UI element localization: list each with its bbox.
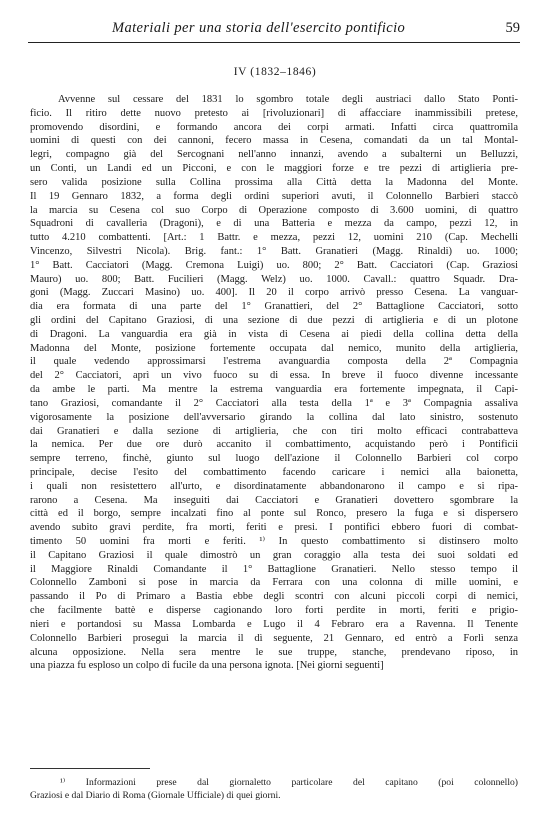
body-line: 1° Batt. Cacciatori (Magg. Cremona Luigi) uo. 800; 2° Batt. Cacciatori (Cap. Graziosi [30,259,518,271]
body-line: Vincenzo, Silvestri Nicola). Brig. fant.: 1° Batt. Granatieri (Magg. Rinaldi) uo. 1000; [30,245,518,257]
body-line: tutto 4.210 combattenti. [Art.: 1 Battr. e mezza, pezzi 12, uomini 210 (Cap. Mechelli [30,232,518,244]
body-line: la marcia su Cesena col suo Corpo di Operazione composto di 3.600 uomini, di quattro [30,204,518,216]
body-line: Il 19 Gennaro 1832, a forma degli ordini superiori avuti, il Colonnello Barbieri staccò [30,190,518,202]
body-line: Mauro) uo. 800; Batt. Fucilieri (Magg. Welz) uo. 1000. Cavall.: quattro Squadr. Dra- [30,273,518,285]
body-line: Colonnello Barbieri proseguì la marcia il dì seguente, 21 Gennaro, ed entrò a Forlì senza [30,632,518,644]
body-line: principale, decise l'esito del combattimento facendo caricare i nemici alla baionetta, [30,466,518,478]
body-line: ficio. Il ritiro dette nuovo pretesto ai [rivoluzionari] di affacciare inammissibili pretese, [30,107,518,119]
footnote-line: Graziosi e dal Diario di Roma (Giornale Ufficiale) di quei giorni. [30,790,281,801]
body-line: sempre terreno, finchè, giunto sul luogo dell'azione il Colonnello Barbieri col corpo [30,453,518,465]
body-line: dai Granatieri e dalla sezione di artiglieria, che con tiri molto efficaci contrabatteva [30,425,518,437]
body-line: una piazza fu esploso un colpo di fucile da una persona ignota. [Nei giorni seguenti] [30,660,384,672]
body-line: da ambe le parti. Ma mentre la estrema vanguardia era fortemente impegnata, il Capi- [30,384,518,396]
body-line: il quale vedendo approssimarsi l'estrema avanguardia composta della 2ª Compagnia [30,356,518,368]
body-line: tano Graziosi, comandante il 2° Cacciatori alla testa della 1ª e 3ª Compagnia assaliva [30,397,518,409]
body-line: del 2° Cacciatori, aprì un vivo fuoco su di essa. In breve il fuoco divenne incessante [30,370,518,382]
body-line: legri, compagno già del Sercognani nell'anno innanzi, avendo a subalterni un Belluzzi, [30,149,518,161]
body-line: un Conti, un Landi ed un Picconi, e con le maggiori forze e tre pezzi di artiglieria pre- [30,163,518,175]
body-line: gli ordini del Capitano Graziosi, di una sezione di due pezzi di artiglieria e di un plotone [30,315,518,326]
body-text [30,93,518,673]
body-line: goni (Magg. Zuccari Masino) uo. 400]. Il 20 il corpo arrivò presso Cesena. La vanguar- [30,287,518,299]
body-line: che facilmente battè e disperse cagionando loro forti perdite in morti, feriti e prigio- [30,605,518,617]
footnote-rule [30,768,150,769]
running-title: Materiali per una storia dell'esercito pontificio [112,20,406,36]
body-line: uomini di questi con dei cannoni, fecero massa in Cesena, comandati da un tal Montal- [30,135,518,147]
section-title: IV (1832–1846) [233,66,317,78]
header-rule [28,42,520,43]
body-line: Squadroni di cavalleria (Dragoni), e di una Batteria e mezza da campo, pezzi 12, in [30,218,518,230]
body-line: il Maggiore Rinaldi Comandante il 1° Battaglione Granatieri. Nello stesso tempo il [30,563,518,575]
body-line: dia era formata di una parte del 1° Granattieri, del 2° Battaglione Cacciatori, sotto [30,301,518,313]
footnote-line: ¹⁾ Informazioni prese dal giornaletto particolare del capitano (poi colonnello) [60,777,518,788]
body-line: di Dragoni. La vanguardia era già in vista di Cesena ai piedi della collina detta della [30,328,518,340]
body-line: passando il Po di Primaro a Bastia ebbe degli scontri con alcuni piccoli corpi di nemici, [30,591,518,603]
body-line: alcuna opposizione. Nella sera mentre le sue truppe, stanche, prendevano riposo, in [30,646,518,658]
running-header [28,18,520,40]
body-line: città ed il borgo, sempre incalzati fino al ponte sul Ronco, presero la fuga e si dispersero [30,508,518,520]
body-line: la nemica. Per due ore durò accanito il combattimento, acquistando però i Pontificii [30,439,518,451]
body-line: vigorosamente la posizione dell'avversario girando la collina dal lato sinistro, sostenuto [30,411,518,423]
body-line: il Capitano Graziosi il quale dimostrò un gran coraggio alla testa dei suoi soldati ed [30,549,518,561]
body-line: avendo subito gravi perdite, fra morti, feriti e presi. I pontifici ebbero fuori di combat- [30,522,518,534]
page-number: 59 [505,20,520,36]
body-line: timento 50 uomini fra morti e feriti. ¹⁾ In questo combattimento si distinsero molto [30,536,518,547]
footnote [30,776,518,802]
body-line: sero valida posizione sulla Collina prossima alla Città detta la Madonna del Monte. [30,176,518,188]
body-line: Colonnello Zamboni si pose in marcia da Ferrara con una colonna di mille uomini, e [30,577,518,589]
body-line: Avvenne sul cessare del 1831 lo sgombro totale degli austriaci dallo Stato Ponti- [58,94,518,105]
body-line: nieri e portandosi su Massa Lombarda e Lugo il 4 Febraro era a Ravenna. Il Tenente [30,618,518,630]
body-line: promovendo disordini, e formando ancora dei corpi armati. Infatti circa quattromila [30,121,518,133]
body-line: i quali non resistettero all'urto, e disordinatamente abbandonarono il campo e si ripa- [30,480,518,492]
body-line: rarono a Cesena. Ma inseguiti dai Cacciatori e Granatieri dovettero sgombrare la [30,494,518,506]
body-line: Madonna del Monte, posizione fortemente occupata dal nemico, munito della artiglieria, [30,342,518,354]
